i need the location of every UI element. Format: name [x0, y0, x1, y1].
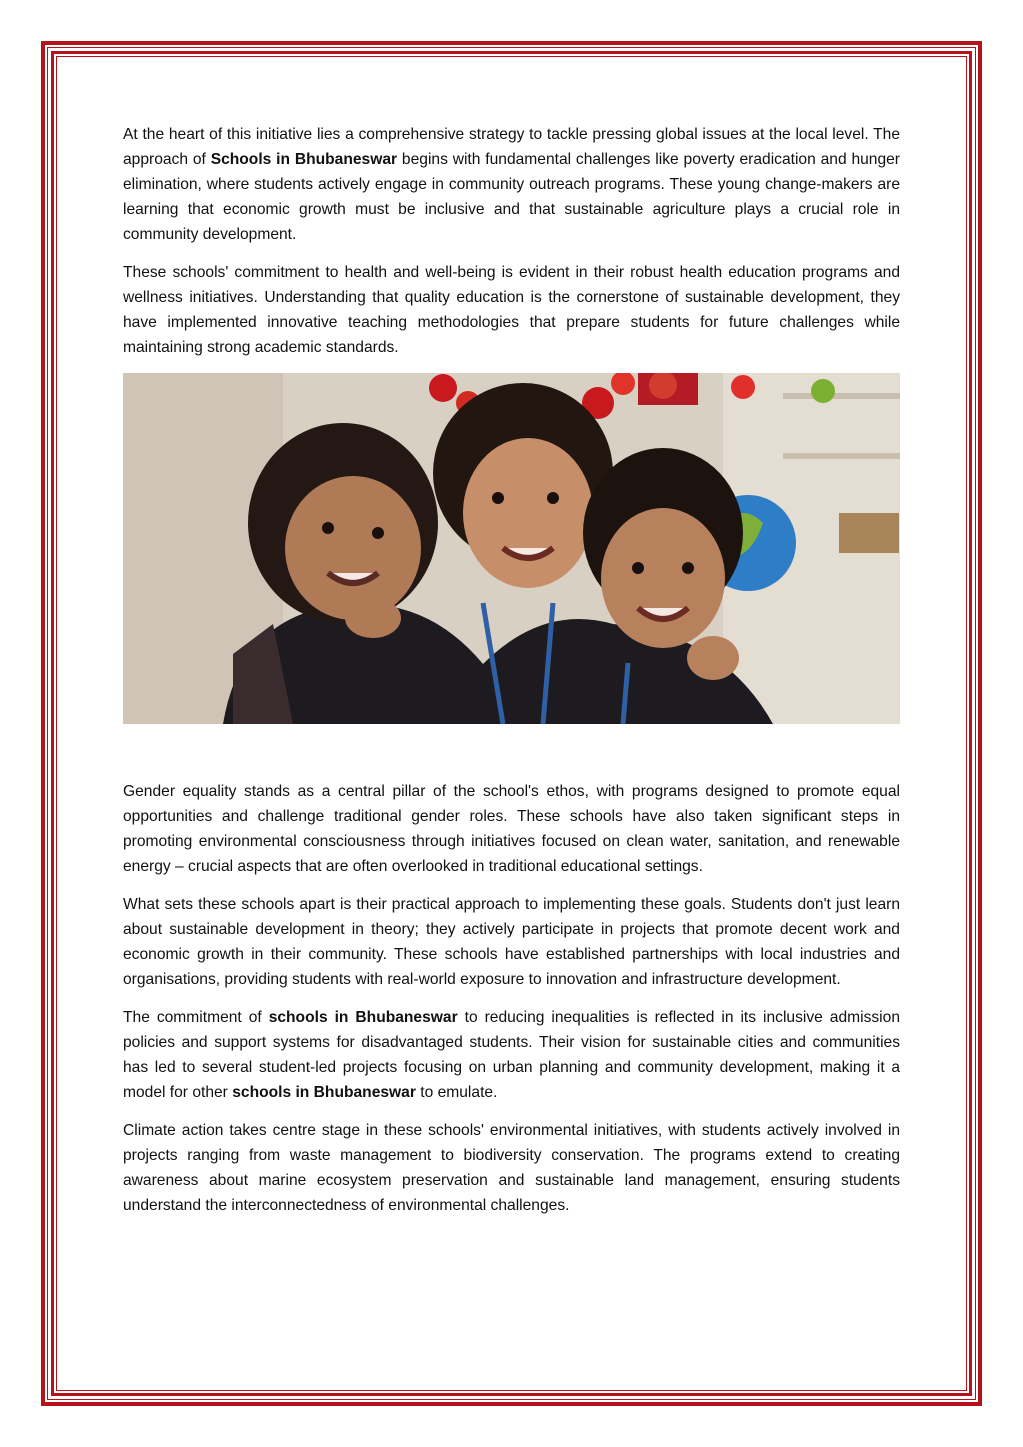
paragraph-5-text-a: The commitment of — [123, 1009, 269, 1026]
paragraph-3: Gender equality stands as a central pillar of the school's ethos, with programs designed to promote equal opportunities and challenge traditional gender roles. These schools have also taken significant steps in promoting environmental consciousness through initiatives focused on clean water, sanitation, and renewable energy – crucial aspects that are often overlooked in traditional educational settings. — [123, 783, 900, 875]
paragraph-1-bold-keyword: Schools in Bhubaneswar — [210, 151, 398, 168]
three-children-illustration — [123, 373, 900, 724]
paragraph-1-text-a: At the heart of this initiative lies a comprehensive strategy to tackle pressing global issues at the local level. The approach of — [123, 126, 900, 168]
paragraph-2: These schools' commitment to health and well-being is evident in their robust health education programs and wellness initiatives. Understanding that quality education is the cornerstone of sustainable development, they have implemented innovative teaching methodologies that prepare students for future challenges while maintaining strong academic standards. — [123, 264, 900, 356]
students-photo — [123, 373, 900, 724]
paragraph-4: What sets these schools apart is their practical approach to implementing these goals. Students don't just learn about sustainable development in theory; they actively participate in projects that promote decent work and economic growth in their community. These schools have established partnerships with local industries and organisations, providing students with real-world exposure to innovation and infrastructure development. — [123, 896, 900, 988]
paragraph-5-text-e: to emulate. — [415, 1084, 498, 1101]
paragraph-5 — [123, 1005, 900, 1105]
paragraph-6: Climate action takes centre stage in these schools' environmental initiatives, with students actively involved in projects ranging from waste management to biodiversity conservation. The programs extend to creating awareness about marine ecosystem preservation and sustainable land management, ensuring students understand the interconnectedness of environmental challenges. — [123, 1122, 900, 1214]
article-body — [123, 122, 900, 1231]
paragraph-5-text-c: to reducing inequalities is reflected in its inclusive admission policies and support systems for disadvantaged students. Their vision for sustainable cities and communities has led to several student-led projects focusing on urban planning and community development, making it a model for other — [123, 1009, 900, 1101]
paragraph-1-text-c: begins with fundamental challenges like poverty eradication and hunger elimination, where students actively engage in community outreach programs. These young change-makers are learning that economic growth must be inclusive and that sustainable agriculture plays a crucial role in community development. — [123, 151, 900, 243]
paragraph-5-bold-keyword-2: schools in Bhubaneswar — [232, 1084, 416, 1101]
paragraph-5-bold-keyword-1: schools in Bhubaneswar — [268, 1009, 458, 1026]
paragraph-1 — [123, 122, 900, 247]
